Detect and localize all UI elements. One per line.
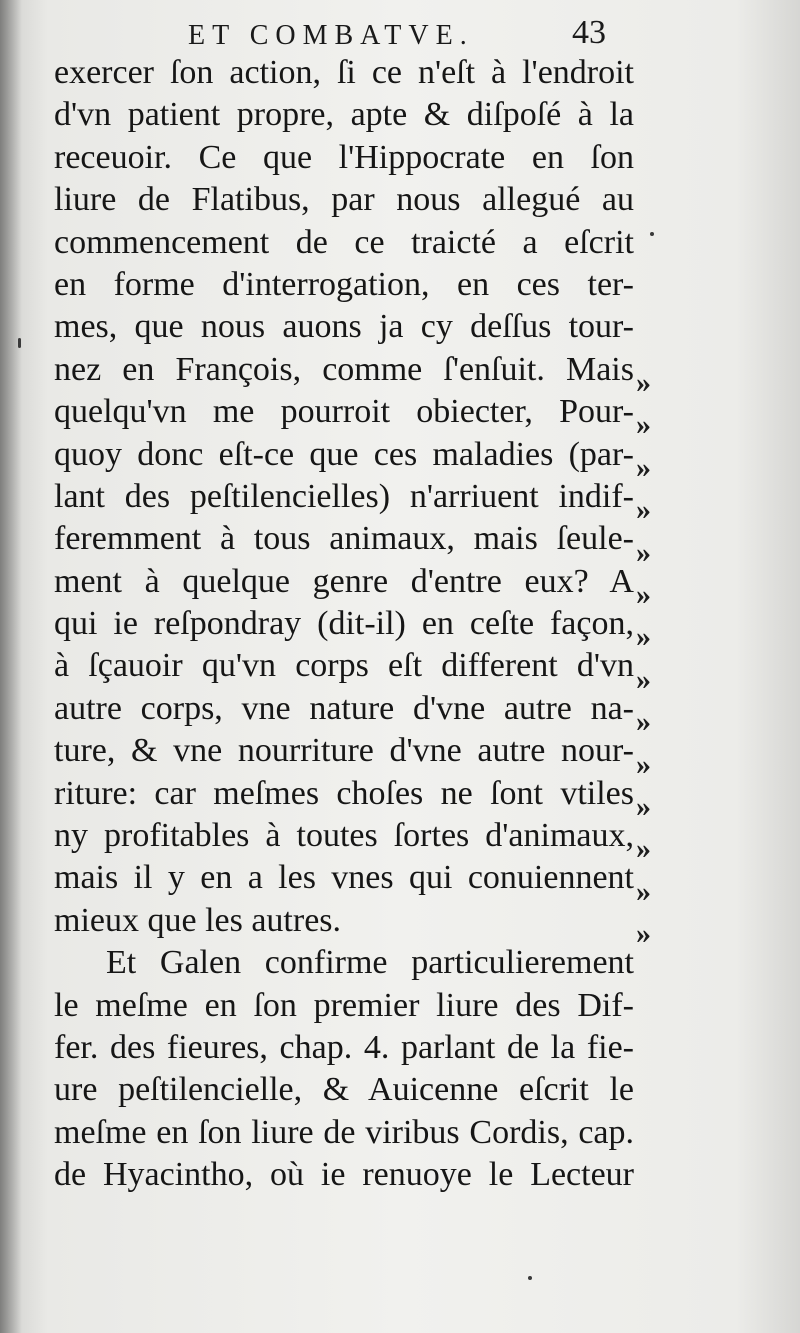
quote-mark: » [636, 874, 651, 908]
text-line: lant des peſtilencielles) n'arriuent indif- [54, 477, 634, 515]
text-line: riture: car meſmes choſes ne ſont vtiles [54, 774, 634, 812]
text-line: feremment à tous animaux, mais ſeule- [54, 520, 634, 558]
quote-mark: » [636, 747, 651, 781]
text-line: mais il y en a les vnes qui conuiennent [54, 859, 634, 897]
quote-mark: » [636, 832, 651, 866]
quote-mark: » [636, 705, 651, 739]
text-line: à ſçauoir qu'vn corps eſt different d'vn [54, 647, 634, 685]
text-line: commencement de ce traicté a eſcrit [54, 223, 634, 261]
quote-mark: » [636, 366, 651, 399]
quote-mark: » [636, 662, 651, 696]
text-line: exercer ſon action, ſi ce n'eſt à l'endroit [54, 54, 634, 91]
ink-speck [650, 232, 654, 236]
text-line: quelqu'vn me pourroit obiecter, Pour- [54, 393, 634, 431]
body-text [54, 52, 634, 1197]
quote-mark: » [636, 493, 651, 527]
text-line: le meſme en ſon premier liure des Dif- [54, 986, 634, 1024]
quote-mark: » [636, 450, 651, 484]
quote-mark: » [636, 917, 651, 951]
text-line: en forme d'interrogation, en ces ter- [54, 265, 634, 303]
text-line: quoy donc eſt-ce que ces maladies (par- [54, 435, 634, 473]
text-line: d'vn patient propre, apte & diſpoſé à la [54, 96, 634, 134]
text-line: mieux que les autres. [54, 901, 342, 939]
text-line: ment à quelque genre d'entre eux? A [54, 562, 634, 600]
quote-mark: » [636, 789, 651, 823]
paragraph-start-line: Et Galen confirme particulierement [106, 944, 634, 982]
text-line: nez en François, comme ſ'enſuit. Mais [54, 350, 634, 388]
ink-speck [18, 338, 21, 348]
text-line: ture, & vne nourriture d'vne autre nour- [54, 732, 634, 770]
text-line: ure peſtilencielle, & Auicenne eſcrit le [54, 1071, 634, 1109]
quote-mark: » [636, 577, 651, 611]
text-line: fer. des fieures, chap. 4. parlant de la fie- [54, 1028, 634, 1066]
running-head: ET COMBATVE. [188, 20, 474, 51]
text-line: receuoir. Ce que l'Hippocrate en ſon [54, 138, 634, 176]
text-line: mes, que nous auons ja cy deſſus tour- [54, 308, 634, 346]
text-line: meſme en ſon liure de viribus Cordis, cap. [54, 1113, 634, 1151]
text-line: ny profitables à toutes ſortes d'animaux, [54, 817, 634, 855]
spine-shadow [0, 0, 22, 1333]
page-number: 43 [572, 14, 606, 51]
text-line: de Hyacintho, où ie renuoye le Lecteur [54, 1156, 634, 1194]
quotation-marks-column [636, 362, 676, 955]
quote-mark: » [636, 620, 651, 654]
ink-speck [528, 1276, 532, 1280]
text-line: autre corps, vne nature d'vne autre na- [54, 689, 634, 727]
text-line: liure de Flatibus, par nous allegué au [54, 181, 634, 219]
text-line: qui ie reſpondray (dit-il) en ceſte façon, [54, 605, 634, 643]
quote-mark: » [636, 535, 651, 569]
quote-mark: » [636, 408, 651, 442]
